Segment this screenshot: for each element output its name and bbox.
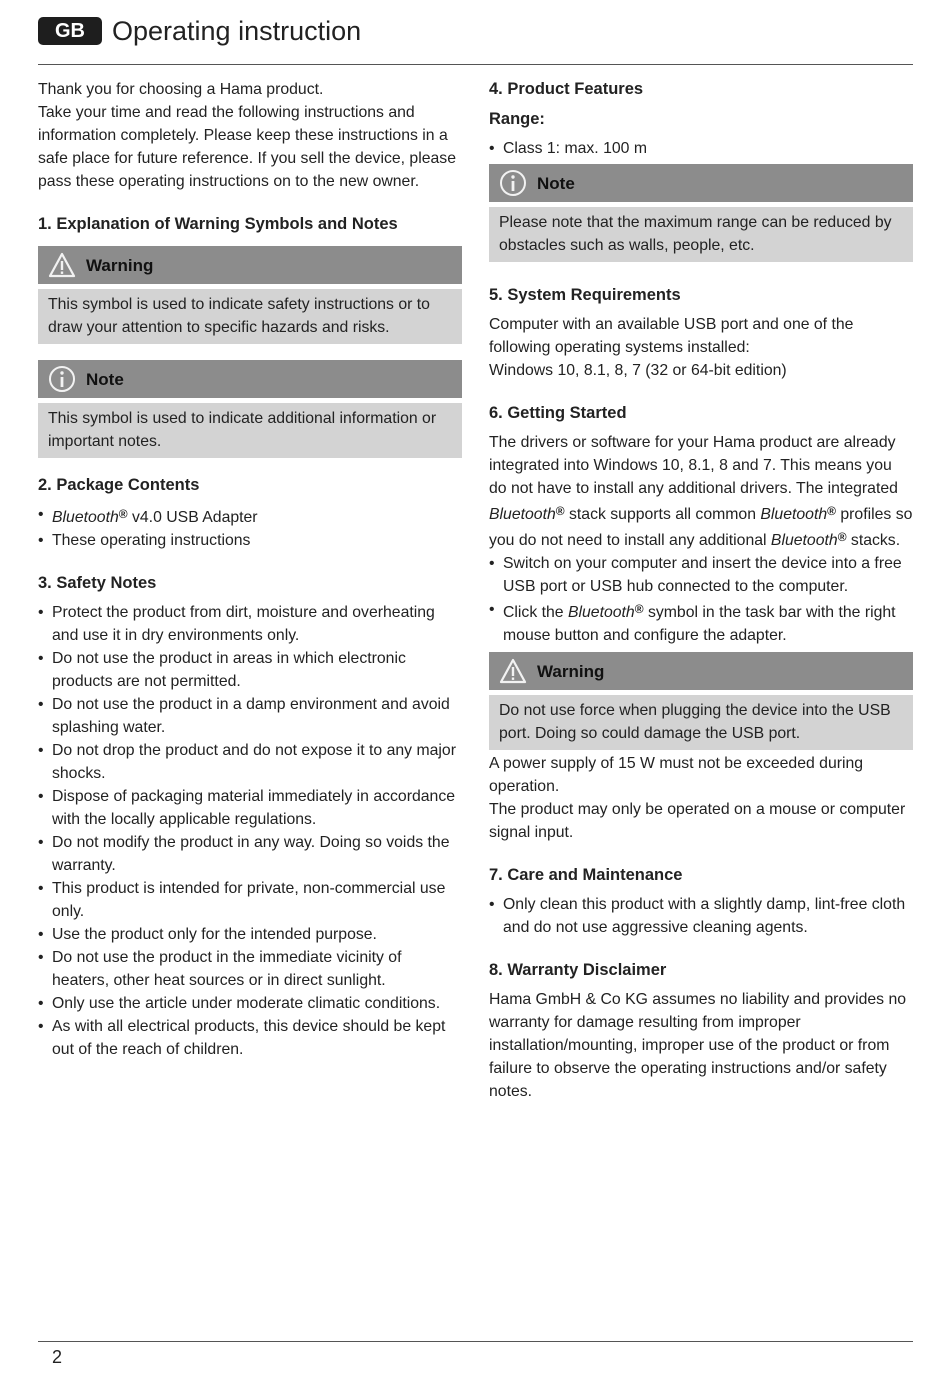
warning-label: Warning — [537, 661, 605, 681]
section8-heading: 8. Warranty Disclaimer — [489, 961, 667, 979]
warning-text: This symbol is used to indicate safety instructions or to draw your attention to specific hazards and risks. — [38, 289, 462, 344]
power-supply-text: A power supply of 15 W must not be exceeded during operation. — [489, 755, 864, 795]
note-text: This symbol is used to indicate additional information or important notes. — [38, 403, 462, 458]
intro-line2: Take your time and read the following instructions and information completely. Please keep these instructions in a safe place for future reference. If you sell the device, please pass these operating instructions on to the new owner. — [38, 104, 456, 190]
warranty-text: Hama GmbH & Co KG assumes no liability and provides no warranty for damage resulting from improper installation/mounting, improper use of the product or from failure to observe the operating instructions and/or safety notes. — [489, 991, 907, 1100]
list-item: • Switch on your computer and insert the device into a free USB port or USB hub connected to the computer. — [489, 552, 913, 598]
list-item: • This product is intended for private, non-commercial use only. — [38, 877, 462, 923]
note-box — [38, 360, 462, 458]
range-list — [489, 137, 913, 160]
note-box-header — [38, 360, 462, 398]
section6-heading: 6. Getting Started — [489, 404, 627, 422]
section3-heading: 3. Safety Notes — [38, 574, 157, 592]
note-text: Please note that the maximum range can be reduced by obstacles such as walls, people, etc. — [489, 207, 913, 262]
system-req-text: Computer with an available USB port and one of the following operating systems installed: — [489, 316, 854, 356]
list-item: • These operating instructions — [38, 529, 462, 552]
list-item: • Do not modify the product in any way. Doing so voids the warranty. — [38, 831, 462, 877]
care-list — [489, 893, 913, 939]
section5-heading: 5. System Requirements — [489, 286, 681, 304]
warning-triangle-icon — [499, 657, 527, 685]
range-label: Range: — [489, 110, 545, 128]
warning-label: Warning — [86, 255, 154, 275]
language-badge: GB — [38, 17, 102, 45]
note-box-header — [489, 164, 913, 202]
list-item: • Protect the product from dirt, moisture and overheating and use it in dry environments only. — [38, 601, 462, 647]
note-label: Note — [86, 369, 124, 389]
list-item: • Do not use the product in a damp environment and avoid splashing water. — [38, 693, 462, 739]
note-label: Note — [537, 173, 575, 193]
list-item: • Click the Bluetooth® symbol in the task bar with the right mouse button and configure the adapter. — [489, 598, 913, 647]
info-circle-icon — [499, 169, 527, 197]
warning-box-header — [38, 246, 462, 284]
warning-box — [38, 246, 462, 344]
list-item: • Use the product only for the intended purpose. — [38, 923, 462, 946]
section7-heading: 7. Care and Maintenance — [489, 866, 683, 884]
safety-notes-list — [38, 601, 462, 1061]
getting-started-text: The drivers or software for your Hama product are already integrated into Windows 10, 8.1, 8 and 7. This means you do not have to install any additional drivers. The integrated Bluetooth® stack supports all common Bluetooth® profiles so you do not need to install any additional Bluetooth® stacks. — [489, 434, 913, 549]
getting-started-list — [489, 552, 913, 647]
warning-box-header — [489, 652, 913, 690]
list-item: • Only use the article under moderate climatic conditions. — [38, 992, 462, 1015]
page-number: 2 — [52, 1347, 63, 1367]
section2-heading: 2. Package Contents — [38, 476, 200, 494]
right-column — [489, 78, 913, 1103]
intro-line1: Thank you for choosing a Hama product. — [38, 81, 324, 98]
operation-text: The product may only be operated on a mouse or computer signal input. — [489, 801, 906, 841]
footer-divider — [38, 1341, 913, 1342]
page-header — [38, 14, 913, 65]
list-item: • Bluetooth® v4.0 USB Adapter — [38, 503, 462, 529]
list-item: • Only clean this product with a slightly damp, lint-free cloth and do not use aggressive cleaning agents. — [489, 893, 913, 939]
info-circle-icon — [48, 365, 76, 393]
system-req-os: Windows 10, 8.1, 8, 7 (32 or 64-bit edition) — [489, 362, 787, 379]
list-item: • As with all electrical products, this device should be kept out of the reach of children. — [38, 1015, 462, 1061]
list-item: • Do not use the product in the immediate vicinity of heaters, other heat sources or in direct sunlight. — [38, 946, 462, 992]
list-item: • Dispose of packaging material immediately in accordance with the locally applicable regulations. — [38, 785, 462, 831]
section1-heading: 1. Explanation of Warning Symbols and Notes — [38, 215, 398, 233]
warning-text: Do not use force when plugging the device into the USB port. Doing so could damage the USB port. — [489, 695, 913, 750]
list-item: • Do not use the product in areas in which electronic products are not permitted. — [38, 647, 462, 693]
note-box — [489, 164, 913, 262]
left-column — [38, 78, 462, 1061]
section4-heading: 4. Product Features — [489, 80, 644, 98]
package-contents-list — [38, 503, 462, 552]
warning-triangle-icon — [48, 251, 76, 279]
list-item: • Class 1: max. 100 m — [489, 137, 913, 160]
page-title: Operating instruction — [112, 16, 362, 46]
warning-box — [489, 652, 913, 750]
list-item: • Do not drop the product and do not expose it to any major shocks. — [38, 739, 462, 785]
